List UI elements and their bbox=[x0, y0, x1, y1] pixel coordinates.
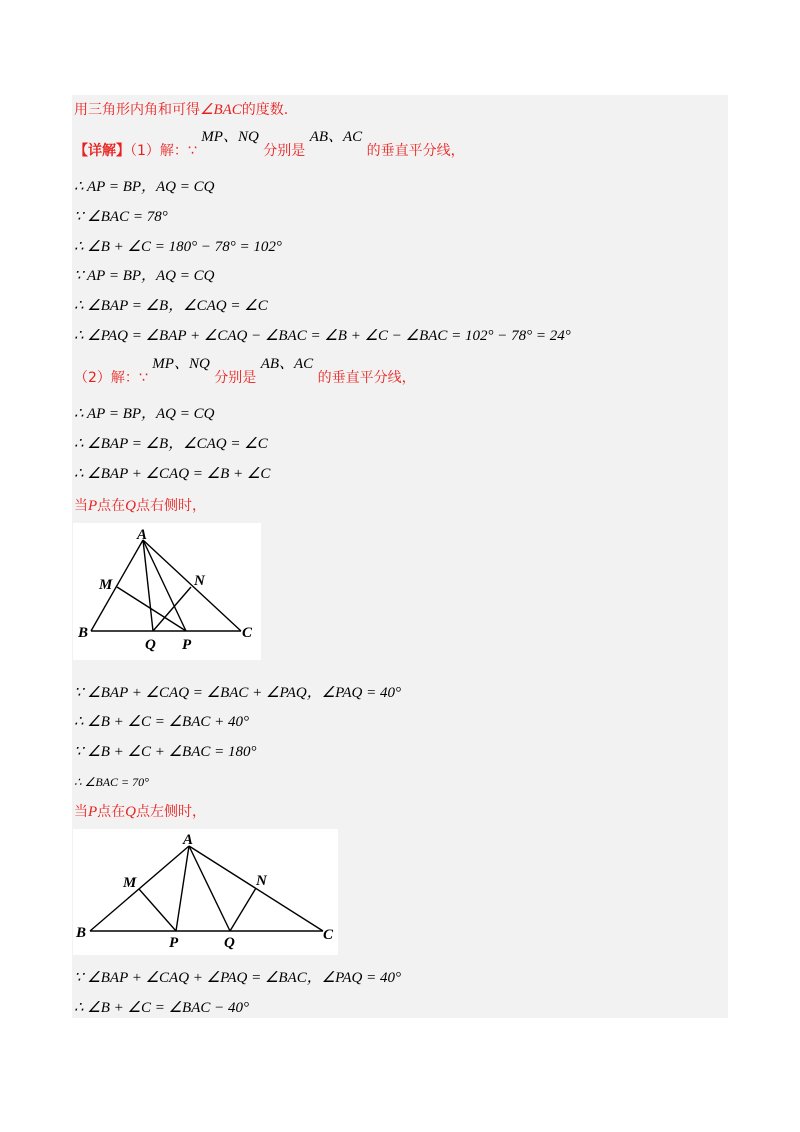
label-q: Q bbox=[224, 935, 235, 951]
sides-label: AB、AC bbox=[260, 356, 314, 372]
equation-line: ∵ ∠BAC = 78° bbox=[74, 209, 168, 225]
label-a: A bbox=[183, 832, 194, 848]
label-c: C bbox=[323, 927, 334, 943]
label-a: A bbox=[137, 527, 148, 543]
sides-label: AB、AC bbox=[309, 129, 363, 145]
equation-line: ∴ ∠BAP = ∠B，∠CAQ = ∠C bbox=[74, 436, 268, 452]
label-c: C bbox=[242, 625, 253, 641]
part2-label: （2）解：∵ bbox=[74, 370, 148, 386]
equation-line: ∴ AP = BP，AQ = CQ bbox=[74, 406, 215, 422]
triangle-figure-left-case bbox=[73, 829, 338, 955]
detail-tag: 【详解】 bbox=[74, 143, 130, 159]
connector-text: 分别是 bbox=[214, 370, 257, 386]
equation-line: ∵ ∠BAP + ∠CAQ + ∠PAQ = ∠BAC，∠PAQ = 40° bbox=[74, 970, 402, 986]
label-n: N bbox=[194, 573, 205, 589]
bisector-text: 的垂直平分线， bbox=[366, 143, 465, 159]
case-text: 点右侧时， bbox=[136, 498, 207, 514]
case-right-line bbox=[74, 497, 206, 515]
point-p: P bbox=[88, 498, 98, 514]
equation-line: ∴ ∠PAQ = ∠BAP + ∠CAQ − ∠BAC = ∠B + ∠C − ∠BAC = 102° − 78° = 24° bbox=[74, 328, 571, 344]
case-left-line bbox=[74, 803, 206, 821]
part1-label: （1）解：∵ bbox=[130, 143, 197, 159]
label-b: B bbox=[76, 925, 87, 941]
detail-header-line bbox=[74, 129, 465, 160]
label-p: P bbox=[182, 637, 192, 653]
case-text: 点在 bbox=[97, 498, 126, 514]
intro-text: 用三角形内角和可得 bbox=[74, 102, 200, 118]
label-q: Q bbox=[145, 637, 156, 653]
label-b: B bbox=[78, 625, 89, 641]
intro-math: ∠BAC bbox=[200, 102, 242, 118]
label-m: M bbox=[123, 875, 137, 891]
point-q: Q bbox=[125, 498, 137, 514]
equation-line: ∴ ∠BAC = 70° bbox=[74, 775, 149, 789]
case-text: 当 bbox=[74, 804, 88, 820]
point-p: P bbox=[88, 804, 98, 820]
equation-line: ∴ ∠B + ∠C = ∠BAC + 40° bbox=[74, 714, 249, 730]
equation-line: ∴ ∠BAP + ∠CAQ = ∠B + ∠C bbox=[74, 466, 271, 482]
equation-line: ∵ ∠B + ∠C + ∠BAC = 180° bbox=[74, 744, 257, 760]
intro-end: 的度数. bbox=[241, 102, 289, 118]
case-text: 点左侧时， bbox=[136, 804, 207, 820]
label-m: M bbox=[99, 577, 113, 593]
part2-header-line bbox=[74, 356, 416, 387]
intro-line bbox=[74, 101, 288, 119]
equation-line: ∵ ∠BAP + ∠CAQ = ∠BAC + ∠PAQ，∠PAQ = 40° bbox=[74, 685, 402, 701]
label-p: P bbox=[169, 935, 179, 951]
connector-text: 分别是 bbox=[263, 143, 306, 159]
triangle-figure-right-case bbox=[73, 523, 261, 660]
equation-line: ∴ ∠B + ∠C = ∠BAC − 40° bbox=[74, 1000, 249, 1016]
equation-line: ∴ AP = BP，AQ = CQ bbox=[74, 179, 215, 195]
equation-line: ∵ AP = BP，AQ = CQ bbox=[74, 268, 215, 284]
case-text: 点在 bbox=[97, 804, 126, 820]
segments-label: MP、NQ bbox=[152, 356, 210, 372]
equation-line: ∴ ∠BAP = ∠B，∠CAQ = ∠C bbox=[74, 298, 268, 314]
bisector-text: 的垂直平分线， bbox=[317, 370, 416, 386]
case-text: 当 bbox=[74, 498, 88, 514]
equation-line: ∴ ∠B + ∠C = 180° − 78° = 102° bbox=[74, 239, 282, 255]
label-n: N bbox=[256, 873, 267, 889]
segments-label: MP、NQ bbox=[201, 129, 259, 145]
point-q: Q bbox=[125, 804, 137, 820]
